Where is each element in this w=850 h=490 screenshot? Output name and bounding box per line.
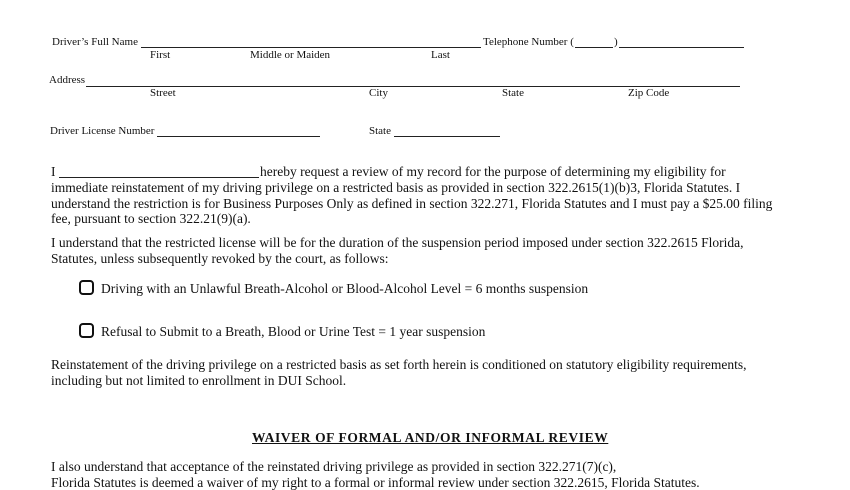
full-name-field[interactable] [141, 47, 481, 48]
request-text-line-4: fee, pursuant to section 322.21(9)(a). [51, 211, 251, 227]
middle-name-caption: Middle or Maiden [250, 49, 331, 61]
waiver-text-line-1: I also understand that acceptance of the reinstated driving privilege as provided in section 322.271(7)(c), [51, 459, 617, 474]
full-name-label: Driver’s Full Name [52, 36, 138, 48]
telephone-number-field[interactable] [619, 47, 744, 48]
driver-license-number-label: Driver License Number [50, 125, 155, 137]
state-caption: State [502, 87, 524, 99]
driver-license-state-field[interactable] [394, 136, 500, 137]
last-name-caption: Last [431, 49, 450, 61]
address-label: Address [49, 74, 86, 86]
duration-text-line-1: I understand that the restricted license will be for the duration of the suspension period imposed under section 322.2615 Florida, [51, 235, 744, 250]
driver-license-state-label: State [369, 125, 391, 137]
duration-text-line-2: Statutes, unless subsequently revoked by the court, as follows: [51, 250, 389, 266]
street-caption: Street [150, 87, 176, 99]
zip-code-caption: Zip Code [628, 87, 670, 99]
telephone-paren-close: ) [614, 36, 618, 48]
unlawful-bac-option-label: Driving with an Unlawful Breath-Alcohol or Blood-Alcohol Level = 6 months suspension [101, 281, 589, 296]
unlawful-bac-checkbox[interactable] [79, 280, 94, 295]
waiver-heading: WAIVER OF FORMAL AND/OR INFORMAL REVIEW [252, 430, 609, 445]
requester-name-field[interactable] [59, 177, 259, 178]
request-text-line-1: hereby request a review of my record for the purpose of determining my eligibility for [260, 164, 726, 179]
request-paragraph [51, 180, 801, 227]
reinstatement-paragraph [51, 357, 801, 388]
telephone-label: Telephone Number ( [483, 36, 574, 48]
duration-paragraph [51, 235, 801, 266]
telephone-area-code-field[interactable] [575, 47, 613, 48]
driver-license-number-field[interactable] [157, 136, 320, 137]
refusal-checkbox[interactable] [79, 323, 94, 338]
refusal-option-label: Refusal to Submit to a Breath, Blood or Urine Test = 1 year suspension [101, 324, 486, 339]
request-i-label: I [51, 164, 56, 179]
waiver-text-line-2: Florida Statutes is deemed a waiver of my right to a formal or informal review under section 322.2615, Florida Statutes. [51, 474, 700, 490]
waiver-paragraph [51, 459, 801, 490]
reinstatement-text-line-2: including but not limited to enrollment in DUI School. [51, 372, 347, 388]
request-text-line-2: immediate reinstatement of my driving privilege on a restricted basis as provided in section 322.2615(1)(b)3, Florida Statutes. I [51, 180, 741, 195]
city-caption: City [369, 87, 388, 99]
first-name-caption: First [150, 49, 171, 61]
reinstatement-text-line-1: Reinstatement of the driving privilege on a restricted basis as set forth herein is conditioned on statutory eligibility requirements, [51, 357, 747, 372]
request-text-line-3: understand the restriction is for Business Purposes Only as defined in section 322.271, Florida Statutes and I must pay a $25.00 filing [51, 195, 773, 211]
